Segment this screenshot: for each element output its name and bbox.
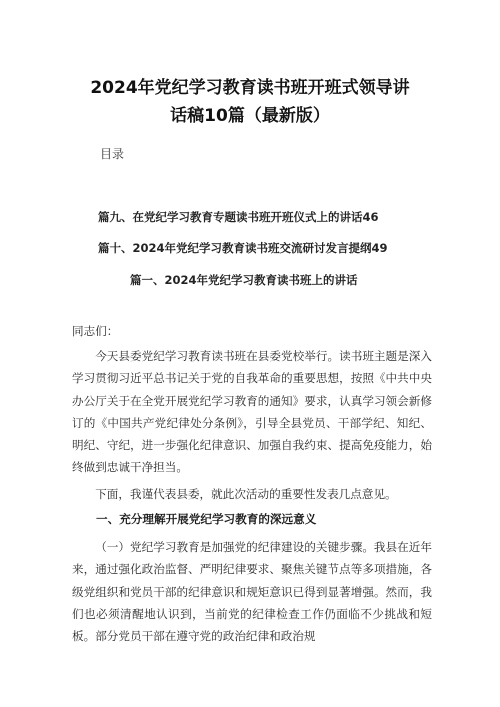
toc-item[interactable]: 篇九、在党纪学习教育专题读书班开班仪式上的讲话46: [98, 210, 379, 224]
toc-item[interactable]: 篇十、2024年党纪学习教育读书班交流研讨发言提纲49: [98, 241, 388, 255]
body-paragraph: （一）党纪学习教育是加强党的纪律建设的关键步骤。我县在近年来，通过强化政治监督、严明纪律要求、聚焦关键节点等多项措施，各级党组织和党员干部的纪律意识和规矩意识已得到显著增强。然而，我们也必须清醒地认识到，当前党的纪律检查工作仍面临不少挑战和短板。部分党员干部在遵守党的政治纪律和政治规: [72, 540, 432, 644]
body-paragraph: 下面，我谨代表县委，就此次活动的重要性发表几点意见。: [95, 487, 397, 501]
salutation: 同志们：: [72, 324, 119, 338]
title-line-1: 2024年党纪学习教育读书班开班式领导讲: [90, 78, 410, 98]
toc-item[interactable]: 篇一、2024年党纪学习教育读书班上的讲话: [130, 273, 358, 287]
title-line-2: 话稿10篇（最新版）: [170, 106, 330, 126]
document-title: [60, 74, 440, 130]
body-paragraph: 今天县委党纪学习教育读书班在县委党校举行。读书班主题是深入学习贯彻习近平总书记关于党的自我革命的重要思想，按照《中共中央办公厅关于在全党开展党纪学习教育的通知》要求，认真学习领会新修订的《中国共产党纪律处分条例》，引导全县党员、干部学纪、知纪、明纪、守纪，进一步强化纪律意识、加强自我约束、提高免疫能力，始终做到忠诚干净担当。: [72, 349, 432, 475]
section-heading: 一、充分理解开展党纪学习教育的深远意义: [96, 512, 317, 526]
toc-label: 目录: [100, 147, 125, 161]
